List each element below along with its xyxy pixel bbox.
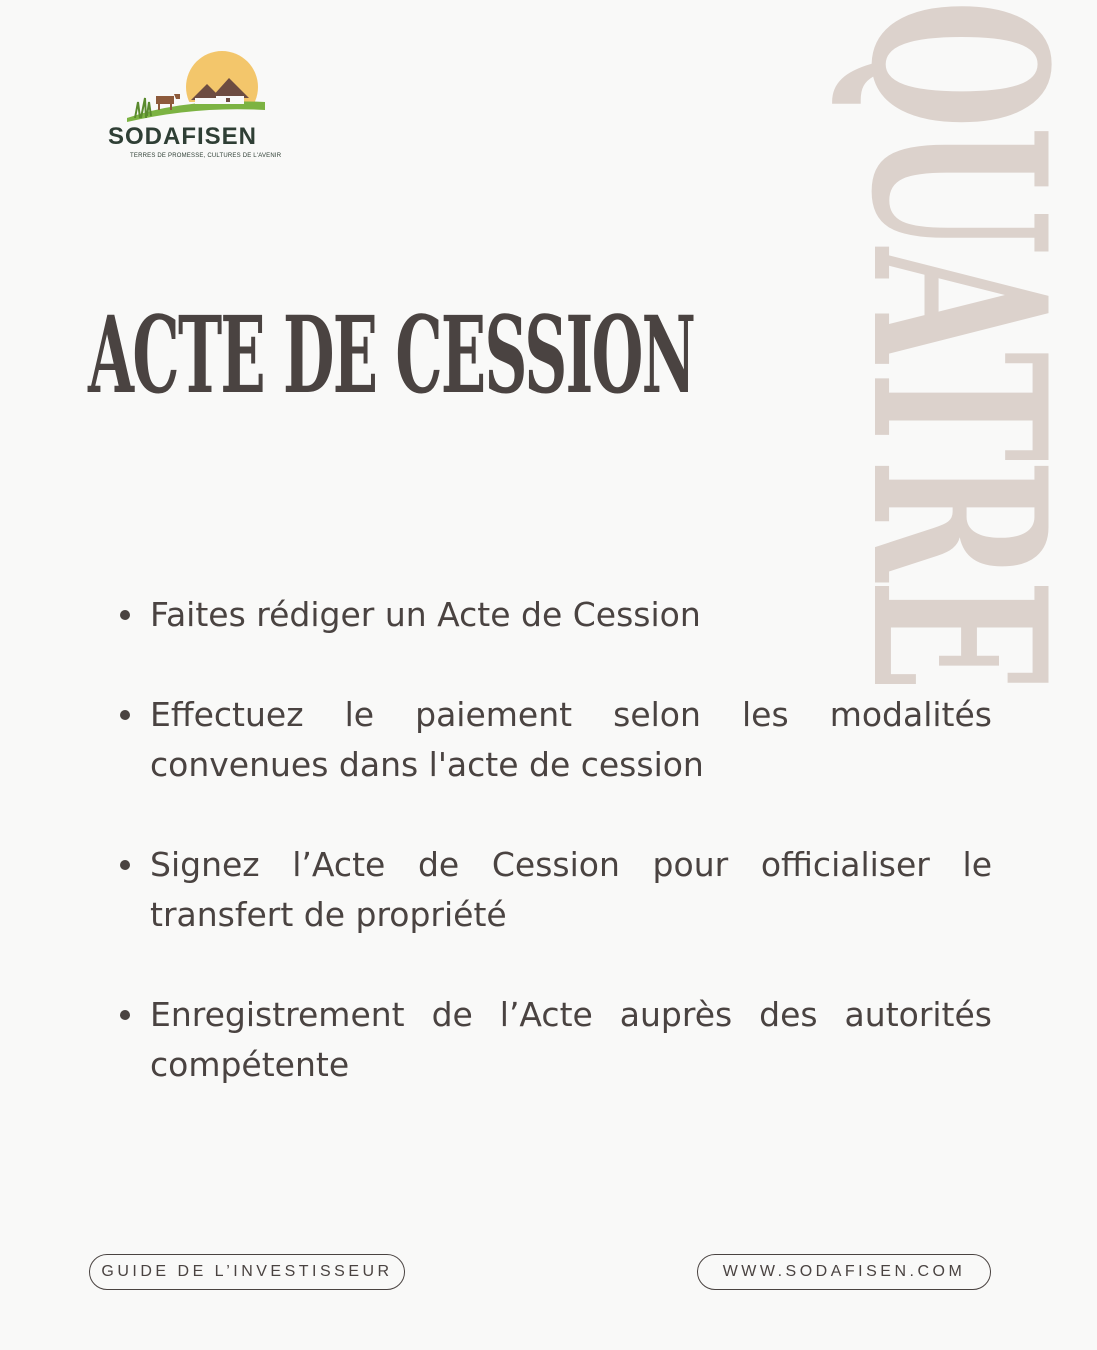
page-title: ACTE DE CESSION xyxy=(88,292,695,417)
side-word-quatre xyxy=(818,0,1097,690)
side-word-text: QUATRE xyxy=(818,0,1097,690)
brand-tagline: TERRES DE PROMESSE, CULTURES DE L'AVENIR xyxy=(130,153,282,159)
sodafisen-logo xyxy=(100,50,295,165)
website-link[interactable]: WWW.SODAFISEN.COM xyxy=(697,1254,991,1290)
farm-logo-icon xyxy=(125,50,265,125)
list-item: Effectuez le paiement selon les modalités convenues dans l'acte de cession xyxy=(120,690,992,790)
guide-badge: GUIDE DE L’INVESTISSEUR xyxy=(89,1254,405,1290)
list-item: Faites rédiger un Acte de Cession xyxy=(120,590,992,640)
steps-list xyxy=(120,590,992,1140)
list-item: Signez l’Acte de Cession pour officialiser le transfert de propriété xyxy=(120,840,992,940)
brand-name: SODAFISEN xyxy=(108,123,258,150)
list-item: Enregistrement de l’Acte auprès des autorités compétente xyxy=(120,990,992,1090)
